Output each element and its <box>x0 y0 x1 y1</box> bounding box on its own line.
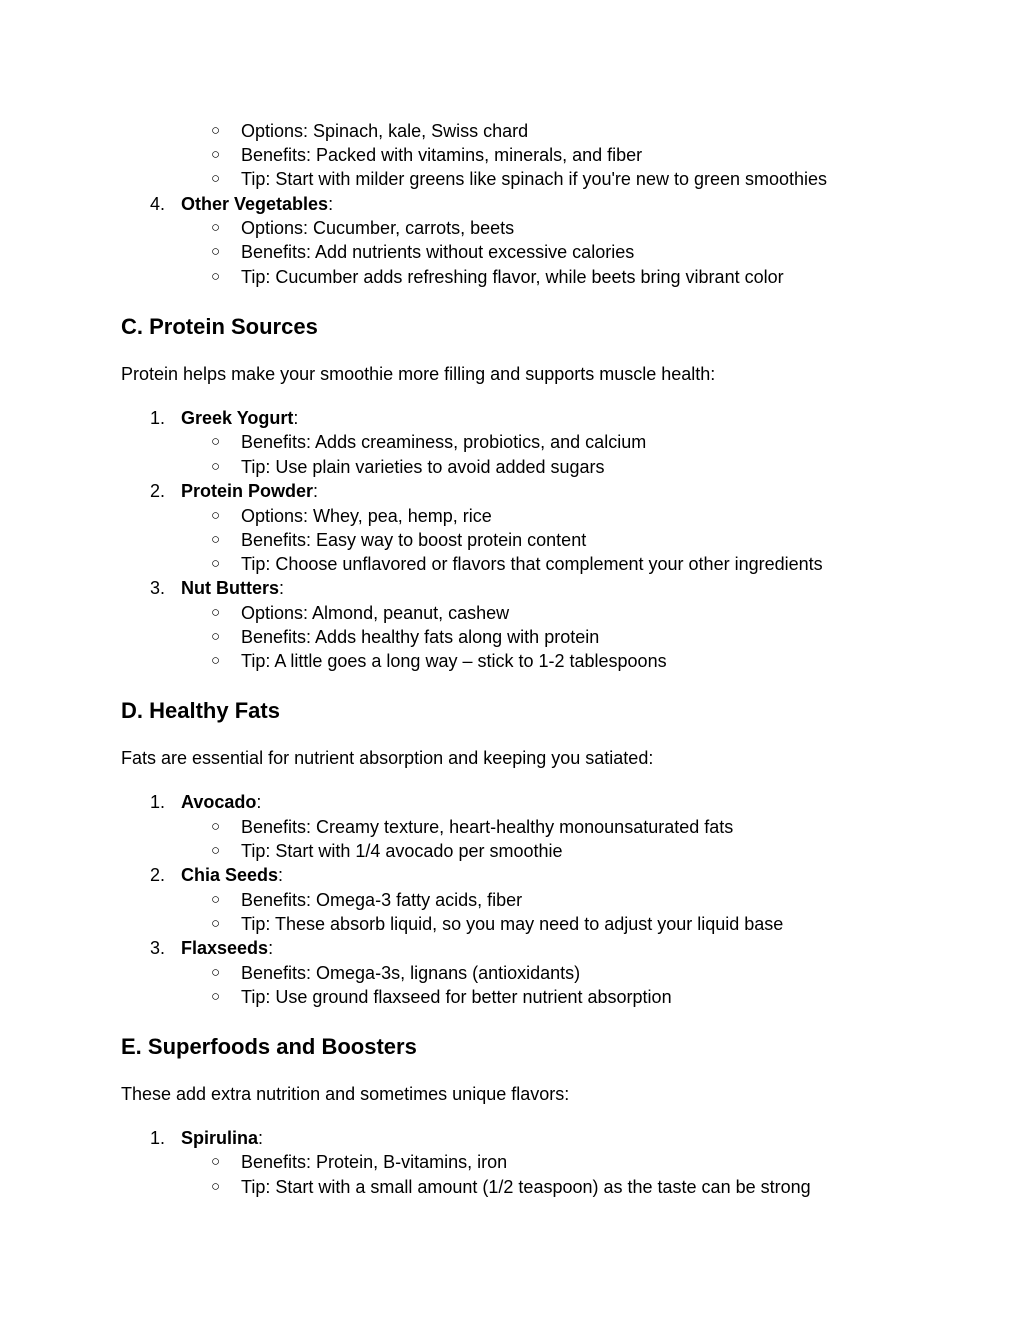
list-item-title: Nut Butters <box>181 578 279 598</box>
sub-list-item: Options: Spinach, kale, Swiss chard <box>241 121 529 141</box>
list-item <box>181 406 298 430</box>
list-item <box>181 192 333 216</box>
list-bullet: ○ <box>211 170 221 187</box>
list-bullet: ○ <box>211 122 221 139</box>
section-heading: D. Healthy Fats <box>121 698 280 723</box>
list-item-title: Flaxseeds <box>181 938 269 958</box>
list-bullet: ○ <box>211 915 221 932</box>
list-bullet: ○ <box>211 842 221 859</box>
sub-list-item: Options: Cucumber, carrots, beets <box>241 218 515 238</box>
list-item-suffix: : <box>328 194 334 214</box>
section-intro: Protein helps make your smoothie more filling and supports muscle health: <box>121 364 716 384</box>
list-item <box>181 863 283 887</box>
list-bullet: ○ <box>211 988 221 1005</box>
list-item <box>181 1126 263 1150</box>
list-bullet: ○ <box>211 964 221 981</box>
list-bullet: ○ <box>211 458 221 475</box>
section-intro: Fats are essential for nutrient absorption and keeping you satiated: <box>121 748 654 768</box>
list-number: 4. <box>150 194 166 214</box>
list-item-title: Avocado <box>181 792 257 812</box>
sub-list-item: Tip: Use ground flaxseed for better nutrient absorption <box>241 987 672 1007</box>
list-number: 2. <box>150 481 166 501</box>
sub-list-item: Tip: Cucumber adds refreshing flavor, while beets bring vibrant color <box>241 267 784 287</box>
section-intro: These add extra nutrition and sometimes unique flavors: <box>121 1084 570 1104</box>
list-number: 1. <box>150 792 166 812</box>
list-item-title: Chia Seeds <box>181 865 279 885</box>
sub-list-item: Tip: A little goes a long way – stick to 1-2 tablespoons <box>241 651 667 671</box>
sub-list-item: Options: Whey, pea, hemp, rice <box>241 506 492 526</box>
sub-list-item: Tip: Start with 1/4 avocado per smoothie <box>241 841 563 861</box>
list-bullet: ○ <box>211 628 221 645</box>
sub-list-item: Benefits: Protein, B-vitamins, iron <box>241 1152 508 1172</box>
list-item-title: Other Vegetables <box>181 194 329 214</box>
sub-list-item: Benefits: Omega-3 fatty acids, fiber <box>241 890 523 910</box>
section-heading: E. Superfoods and Boosters <box>121 1034 417 1059</box>
list-bullet: ○ <box>211 243 221 260</box>
list-item-suffix: : <box>258 1128 264 1148</box>
list-item-suffix: : <box>278 865 284 885</box>
section-heading: C. Protein Sources <box>121 314 318 339</box>
sub-list-item: Options: Almond, peanut, cashew <box>241 603 510 623</box>
list-item <box>181 790 261 814</box>
list-bullet: ○ <box>211 891 221 908</box>
sub-list-item: Benefits: Adds healthy fats along with protein <box>241 627 600 647</box>
sub-list-item: Benefits: Omega-3s, lignans (antioxidants) <box>241 963 581 983</box>
sub-list-item: Benefits: Creamy texture, heart-healthy monounsaturated fats <box>241 817 734 837</box>
list-item-suffix: : <box>293 408 299 428</box>
sub-list-item: Tip: Start with milder greens like spinach if you're new to green smoothies <box>241 169 828 189</box>
list-item-title: Greek Yogurt <box>181 408 294 428</box>
list-item-suffix: : <box>268 938 274 958</box>
sub-list-item: Tip: Start with a small amount (1/2 teaspoon) as the taste can be strong <box>241 1177 811 1197</box>
sub-list-item: Tip: Choose unflavored or flavors that complement your other ingredients <box>241 554 823 574</box>
sub-list-item: Benefits: Add nutrients without excessive calories <box>241 242 635 262</box>
list-item <box>181 936 273 960</box>
list-number: 3. <box>150 938 166 958</box>
list-bullet: ○ <box>211 1178 221 1195</box>
list-item-suffix: : <box>313 481 319 501</box>
list-item-title: Protein Powder <box>181 481 314 501</box>
list-item-suffix: : <box>279 578 285 598</box>
list-item-suffix: : <box>256 792 262 812</box>
list-item <box>181 576 284 600</box>
sub-list-item: Benefits: Adds creaminess, probiotics, and calcium <box>241 432 647 452</box>
list-bullet: ○ <box>211 1153 221 1170</box>
list-bullet: ○ <box>211 652 221 669</box>
list-number: 3. <box>150 578 166 598</box>
list-bullet: ○ <box>211 818 221 835</box>
list-bullet: ○ <box>211 219 221 236</box>
list-number: 1. <box>150 408 166 428</box>
list-number: 1. <box>150 1128 166 1148</box>
list-bullet: ○ <box>211 531 221 548</box>
list-bullet: ○ <box>211 433 221 450</box>
list-item <box>181 479 318 503</box>
sub-list-item: Tip: Use plain varieties to avoid added sugars <box>241 457 605 477</box>
list-bullet: ○ <box>211 268 221 285</box>
sub-list-item: Benefits: Easy way to boost protein content <box>241 530 587 550</box>
list-bullet: ○ <box>211 146 221 163</box>
list-item-title: Spirulina <box>181 1128 259 1148</box>
list-bullet: ○ <box>211 507 221 524</box>
list-bullet: ○ <box>211 604 221 621</box>
sub-list-item: Tip: These absorb liquid, so you may need to adjust your liquid base <box>241 914 784 934</box>
sub-list-item: Benefits: Packed with vitamins, minerals, and fiber <box>241 145 643 165</box>
list-number: 2. <box>150 865 166 885</box>
list-bullet: ○ <box>211 555 221 572</box>
